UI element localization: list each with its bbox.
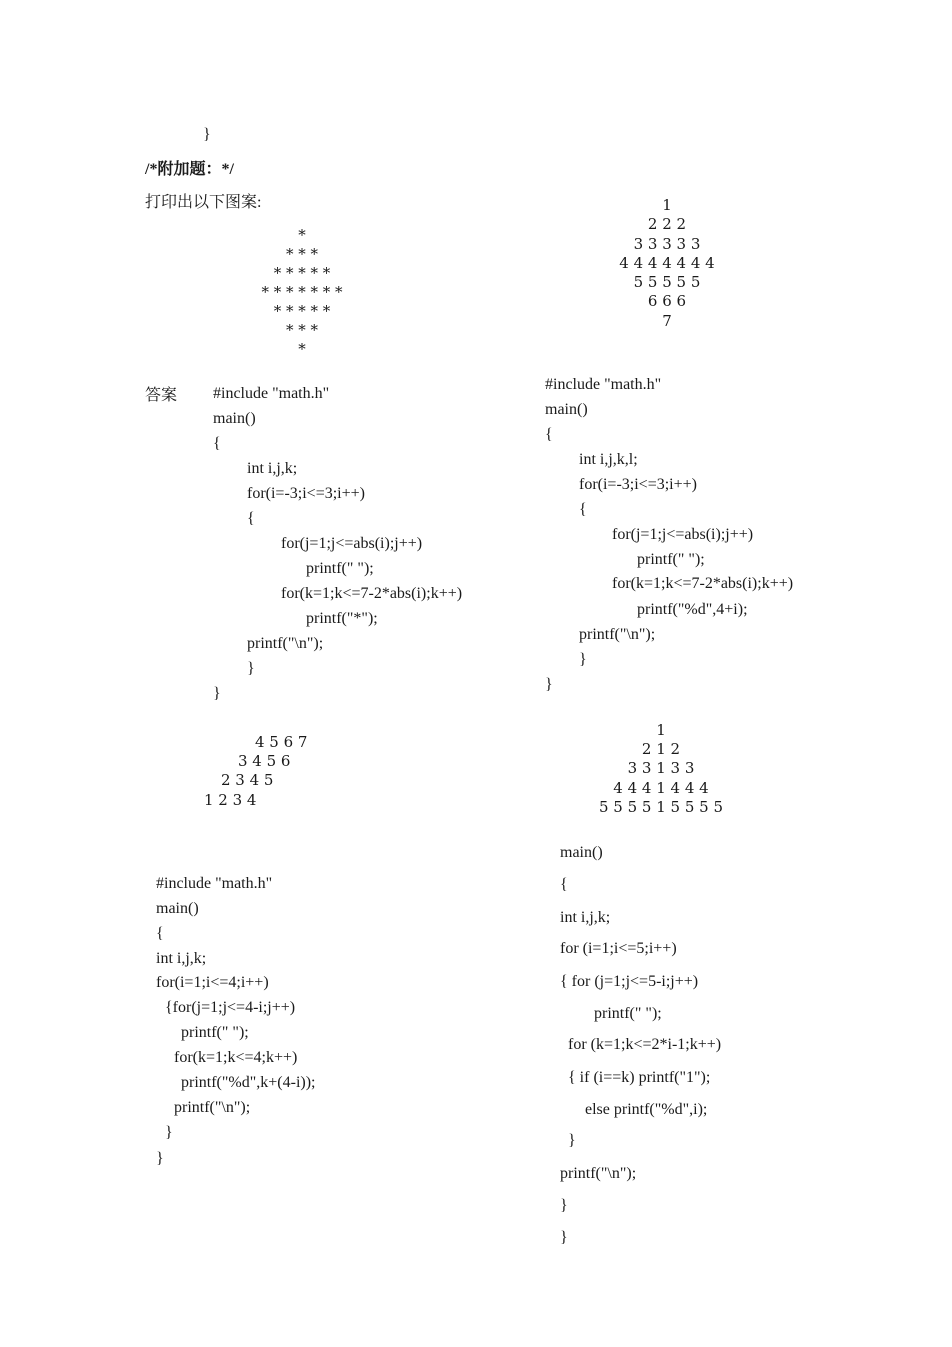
pattern-row: * * * <box>285 321 319 339</box>
code-line: main() <box>213 410 256 427</box>
code-line: } <box>579 651 587 668</box>
code-line: printf("%d",4+i); <box>637 601 748 618</box>
intro-text: 打印出以下图案: <box>145 194 262 211</box>
code-line: for(i=1;i<=4;i++) <box>156 974 269 991</box>
code-line: for (i=1;i<=5;i++) <box>560 940 677 957</box>
pattern-row: 1 <box>662 196 672 214</box>
pattern-row: 3 3 3 3 3 <box>633 235 701 253</box>
code-line: { <box>213 435 221 452</box>
code-line: } <box>568 1132 576 1149</box>
code-line: } <box>165 1124 173 1141</box>
pattern-row: * * * <box>285 245 319 263</box>
code-line: printf("*"); <box>306 610 378 627</box>
code-line: int i,j,k; <box>156 950 207 967</box>
code-line: else printf("%d",i); <box>585 1101 708 1118</box>
code-line: for(i=-3;i<=3;i++) <box>247 485 365 502</box>
pattern-row: 2 3 4 5 <box>221 771 274 789</box>
code-line: for(i=-3;i<=3;i++) <box>579 476 697 493</box>
code-line: #include "math.h" <box>545 376 662 393</box>
code-line: #include "math.h" <box>213 385 330 402</box>
code-line: for(j=1;j<=abs(i);j++) <box>281 535 423 552</box>
pattern-row: * <box>298 340 306 358</box>
code-line: main() <box>560 844 603 861</box>
code-line: printf("\n"); <box>579 626 656 643</box>
code-line: printf(" "); <box>594 1005 662 1022</box>
code-line: { <box>247 510 255 527</box>
code-line: printf("\n"); <box>174 1099 251 1116</box>
code-line: { if (i==k) printf("1"); <box>568 1069 711 1086</box>
code-line: main() <box>545 401 588 418</box>
pattern-row: * * * * * <box>273 264 331 282</box>
code-line: } <box>247 660 255 677</box>
code-line: for (k=1;k<=2*i-1;k++) <box>568 1036 722 1053</box>
code-line: printf("\n"); <box>247 635 324 652</box>
code-line: printf(" "); <box>637 551 705 568</box>
code-line: #include "math.h" <box>156 875 273 892</box>
pattern-row: 2 2 2 <box>647 215 687 233</box>
pattern-row: 5 5 5 5 1 5 5 5 5 <box>598 798 724 816</box>
code-line: for(j=1;j<=abs(i);j++) <box>612 526 754 543</box>
answer-label: 答案 <box>145 387 178 404</box>
pattern-row: 2 1 2 <box>641 740 681 758</box>
code-line: for(k=1;k<=4;k++) <box>174 1049 298 1066</box>
code-line: { <box>156 925 164 942</box>
code-line: { <box>545 426 553 443</box>
code-line: printf("\n"); <box>560 1165 637 1182</box>
pattern-row: * * * * * <box>273 302 331 320</box>
code-line: } <box>560 1229 568 1246</box>
pattern-row: 4 4 4 4 4 4 4 <box>619 254 715 272</box>
code-line: { <box>560 876 568 893</box>
closing-brace: } <box>203 126 211 143</box>
code-line: printf(" "); <box>306 560 374 577</box>
code-line: { <box>579 501 587 518</box>
code-line: } <box>560 1197 568 1214</box>
pattern-row: 5 5 5 5 5 <box>633 273 701 291</box>
pattern-row: * <box>298 226 306 244</box>
code-line: {for(j=1;j<=4-i;j++) <box>165 999 296 1016</box>
pattern-row: 1 2 3 4 <box>204 791 257 809</box>
code-line: for(k=1;k<=7-2*abs(i);k++) <box>612 575 794 592</box>
code-line: main() <box>156 900 199 917</box>
code-line: } <box>545 676 553 693</box>
pattern-row: 1 <box>656 721 666 739</box>
code-line: for(k=1;k<=7-2*abs(i);k++) <box>281 585 463 602</box>
code-line: int i,j,k,l; <box>579 451 638 468</box>
code-line: int i,j,k; <box>560 909 611 926</box>
pattern-row: 3 3 1 3 3 <box>627 759 695 777</box>
code-line: } <box>213 685 221 702</box>
pattern-row: 4 4 4 1 4 4 4 <box>613 779 709 797</box>
pattern-row: 6 6 6 <box>647 292 687 310</box>
code-line: int i,j,k; <box>247 460 298 477</box>
code-line: } <box>156 1150 164 1167</box>
pattern-row: 4 5 6 7 <box>255 733 308 751</box>
pattern-row: 7 <box>662 312 672 330</box>
code-line: printf("%d",k+(4-i)); <box>181 1074 316 1091</box>
code-line: printf(" "); <box>181 1024 249 1041</box>
extra-problem-heading: /*附加题：*/ <box>145 161 234 178</box>
pattern-row: * * * * * * * <box>261 283 343 301</box>
pattern-row: 3 4 5 6 <box>238 752 291 770</box>
code-line: { for (j=1;j<=5-i;j++) <box>560 973 699 990</box>
